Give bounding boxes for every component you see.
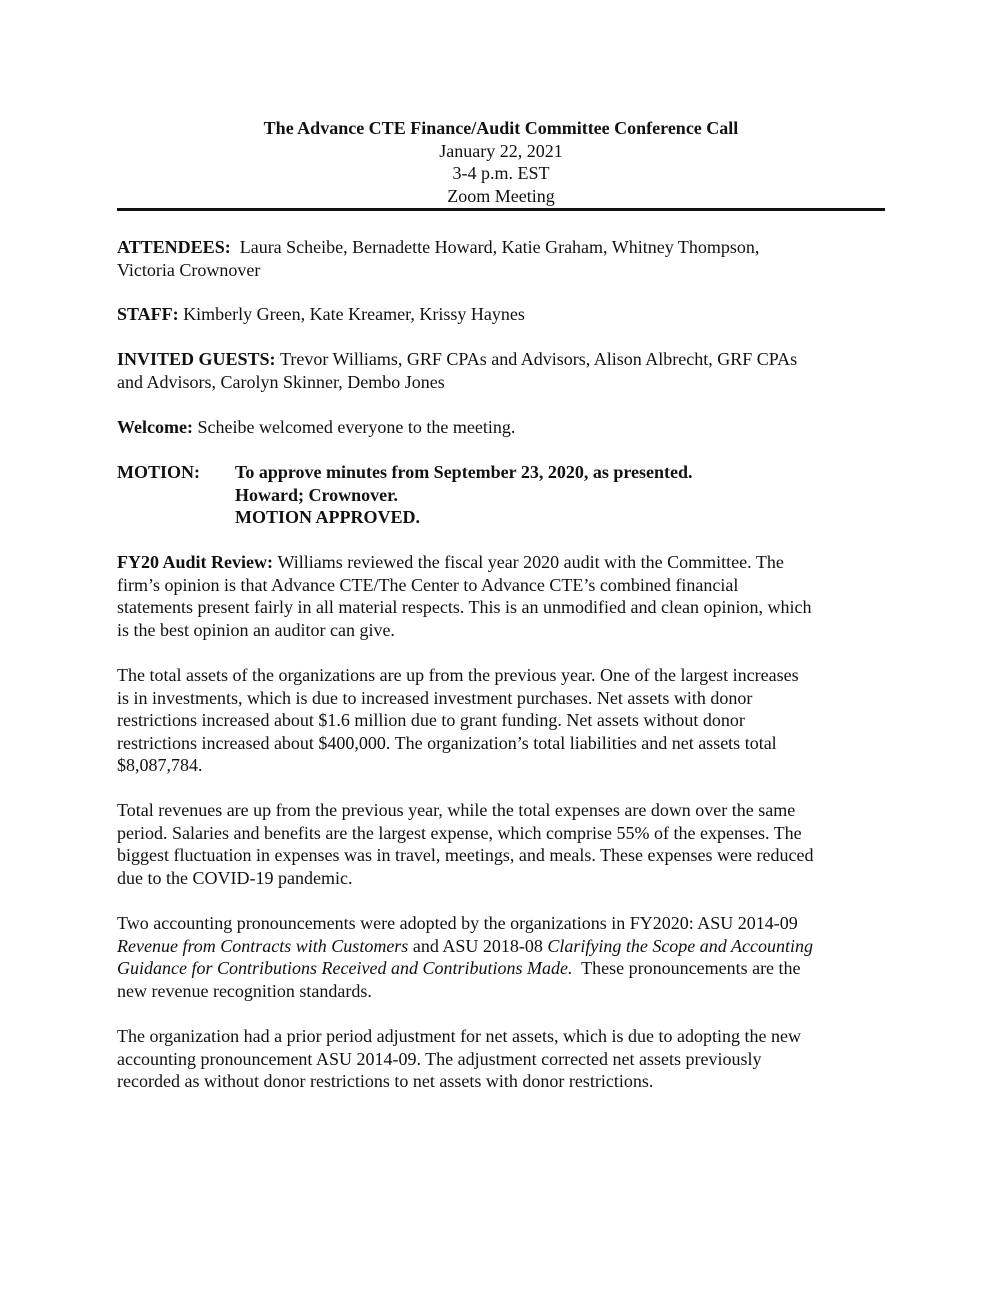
revenues-line-1: Total revenues are up from the previous year, while the total expenses are down over the same [117, 800, 796, 820]
asu-2018-08-title-start: Clarifying the Scope and Accounting [547, 935, 813, 956]
audit-line-2: firm’s opinion is that Advance CTE/The Center to Advance CTE’s combined financial [117, 574, 739, 595]
guests-section [117, 348, 887, 393]
pronouncements-line-3 [117, 957, 887, 980]
motion-text: To approve minutes from September 23, 2020, as presented. [235, 462, 693, 482]
meeting-header [117, 117, 885, 207]
meeting-time: 3-4 p.m. EST [452, 163, 550, 183]
assets-line-5: $8,087,784. [117, 755, 203, 775]
assets-line-2: is in investments, which is due to increased investment purchases. Net assets with donor [117, 687, 753, 708]
welcome-text: Scheibe welcomed everyone to the meeting. [197, 417, 516, 437]
guests-line-1: Trevor Williams, GRF CPAs and Advisors, Alison Albrecht, GRF CPAs [280, 349, 798, 369]
staff-section [117, 303, 887, 326]
header-divider [117, 208, 885, 211]
meeting-title: The Advance CTE Finance/Audit Committee Conference Call [263, 118, 739, 138]
adjustment-line-1: The organization had a prior period adjustment for net assets, which is due to adopting the new [117, 1026, 801, 1046]
revenues-line-3: biggest fluctuation in expenses was in travel, meetings, and meals. These expenses were reduced [117, 845, 814, 865]
staff-label: STAFF: [117, 304, 179, 324]
guests-line-2: and Advisors, Carolyn Skinner, Dembo Jones [117, 371, 445, 392]
motion-result: MOTION APPROVED. [235, 507, 421, 527]
adjustment-paragraph [117, 1025, 887, 1093]
attendees-line-2: Victoria Crownover [117, 259, 261, 280]
assets-line-1: The total assets of the organizations are up from the previous year. One of the largest increases [117, 665, 799, 685]
attendees-section [117, 236, 887, 281]
pronouncements-line-4: new revenue recognition standards. [117, 980, 372, 1001]
audit-review-section [117, 551, 887, 641]
assets-paragraph [117, 664, 887, 777]
pronouncements-line-1: Two accounting pronouncements were adopted by the organizations in FY2020: ASU 2014-09 [117, 913, 798, 933]
attendees-label: ATTENDEES: [117, 237, 231, 257]
audit-review-label: FY20 Audit Review: [117, 552, 273, 572]
revenues-paragraph [117, 799, 887, 889]
revenues-line-2: period. Salaries and benefits are the largest expense, which comprise 55% of the expenses. The [117, 822, 802, 843]
audit-line-3: statements present fairly in all material respects. This is an unmodified and clean opinion, which [117, 597, 812, 617]
pronouncements-line-2-mid: and ASU 2018-08 [408, 935, 548, 956]
asu-2014-09-title: Revenue from Contracts with Customers [117, 935, 409, 956]
guests-label: INVITED GUESTS: [117, 349, 276, 369]
motion-label: MOTION: [117, 462, 200, 482]
assets-line-4: restrictions increased about $400,000. The organization’s total liabilities and net assets total [117, 732, 777, 753]
pronouncements-line-2 [117, 935, 887, 958]
asu-2018-08-title-end: Guidance for Contributions Received and Contributions Made. [117, 958, 573, 978]
pronouncements-line-3-rest: These pronouncements are the [572, 958, 801, 978]
staff-names: Kimberly Green, Kate Kreamer, Krissy Haynes [183, 304, 525, 324]
welcome-section [117, 416, 887, 439]
meeting-venue: Zoom Meeting [447, 185, 555, 206]
revenues-line-4: due to the COVID-19 pandemic. [117, 867, 353, 888]
audit-line-1: Williams reviewed the fiscal year 2020 audit with the Committee. The [277, 552, 784, 572]
meeting-date: January 22, 2021 [439, 140, 563, 161]
attendees-line-1: Laura Scheibe, Bernadette Howard, Katie Graham, Whitney Thompson, [239, 237, 760, 257]
assets-line-3: restrictions increased about $1.6 million due to grant funding. Net assets without donor [117, 710, 745, 730]
audit-line-4: is the best opinion an auditor can give. [117, 619, 395, 640]
adjustment-line-3: recorded as without donor restrictions to net assets with donor restrictions. [117, 1071, 654, 1091]
pronouncements-paragraph [117, 912, 887, 1002]
adjustment-line-2: accounting pronouncement ASU 2014-09. The adjustment corrected net assets previously [117, 1048, 762, 1069]
welcome-label: Welcome: [117, 417, 193, 437]
motion-movers: Howard; Crownover. [235, 484, 398, 505]
